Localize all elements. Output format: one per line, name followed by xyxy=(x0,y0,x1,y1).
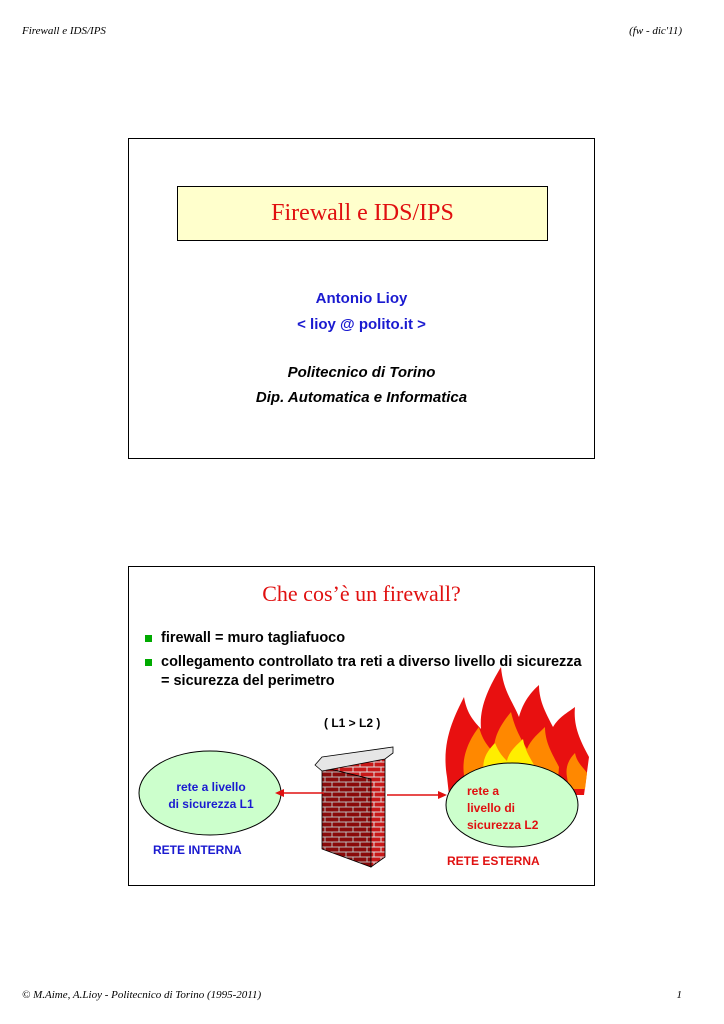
external-network-text: rete a livello di sicurezza L2 xyxy=(467,784,539,832)
department: Dip. Automatica e Informatica xyxy=(255,389,468,406)
internal-network-text: rete a livello di sicurezza L1 xyxy=(168,780,254,811)
external-network-label: RETE ESTERNA xyxy=(447,854,540,868)
page-number: 1 xyxy=(676,989,682,1001)
bullet-item: collegamento controllato tra reti a diverso livello di sicurezza = sicurezza del perimetro xyxy=(145,653,585,691)
brick-wall-icon xyxy=(315,747,393,867)
slide-heading: Che cos’è un firewall? xyxy=(262,581,461,606)
slide-title xyxy=(128,138,595,459)
title-box xyxy=(177,186,548,241)
internal-network-label: RETE INTERNA xyxy=(153,843,242,857)
institution: Politecnico di Torino xyxy=(287,364,436,381)
page-header-right: (fw - dic'11) xyxy=(629,25,682,37)
slide-title-text: Firewall e IDS/IPS xyxy=(271,200,454,226)
author-name: Antonio Lioy xyxy=(315,290,408,307)
page-header-left: Firewall e IDS/IPS xyxy=(22,25,106,37)
bullet-item: firewall = muro tagliafuoco xyxy=(145,629,585,648)
author-email: < lioy @ polito.it > xyxy=(297,316,426,333)
slide-firewall-definition xyxy=(128,566,595,886)
level-relation-label: ( L1 > L2 ) xyxy=(324,716,381,730)
page-footer-left: © M.Aime, A.Lioy - Politecnico di Torino (1995-2011) xyxy=(22,989,262,1001)
